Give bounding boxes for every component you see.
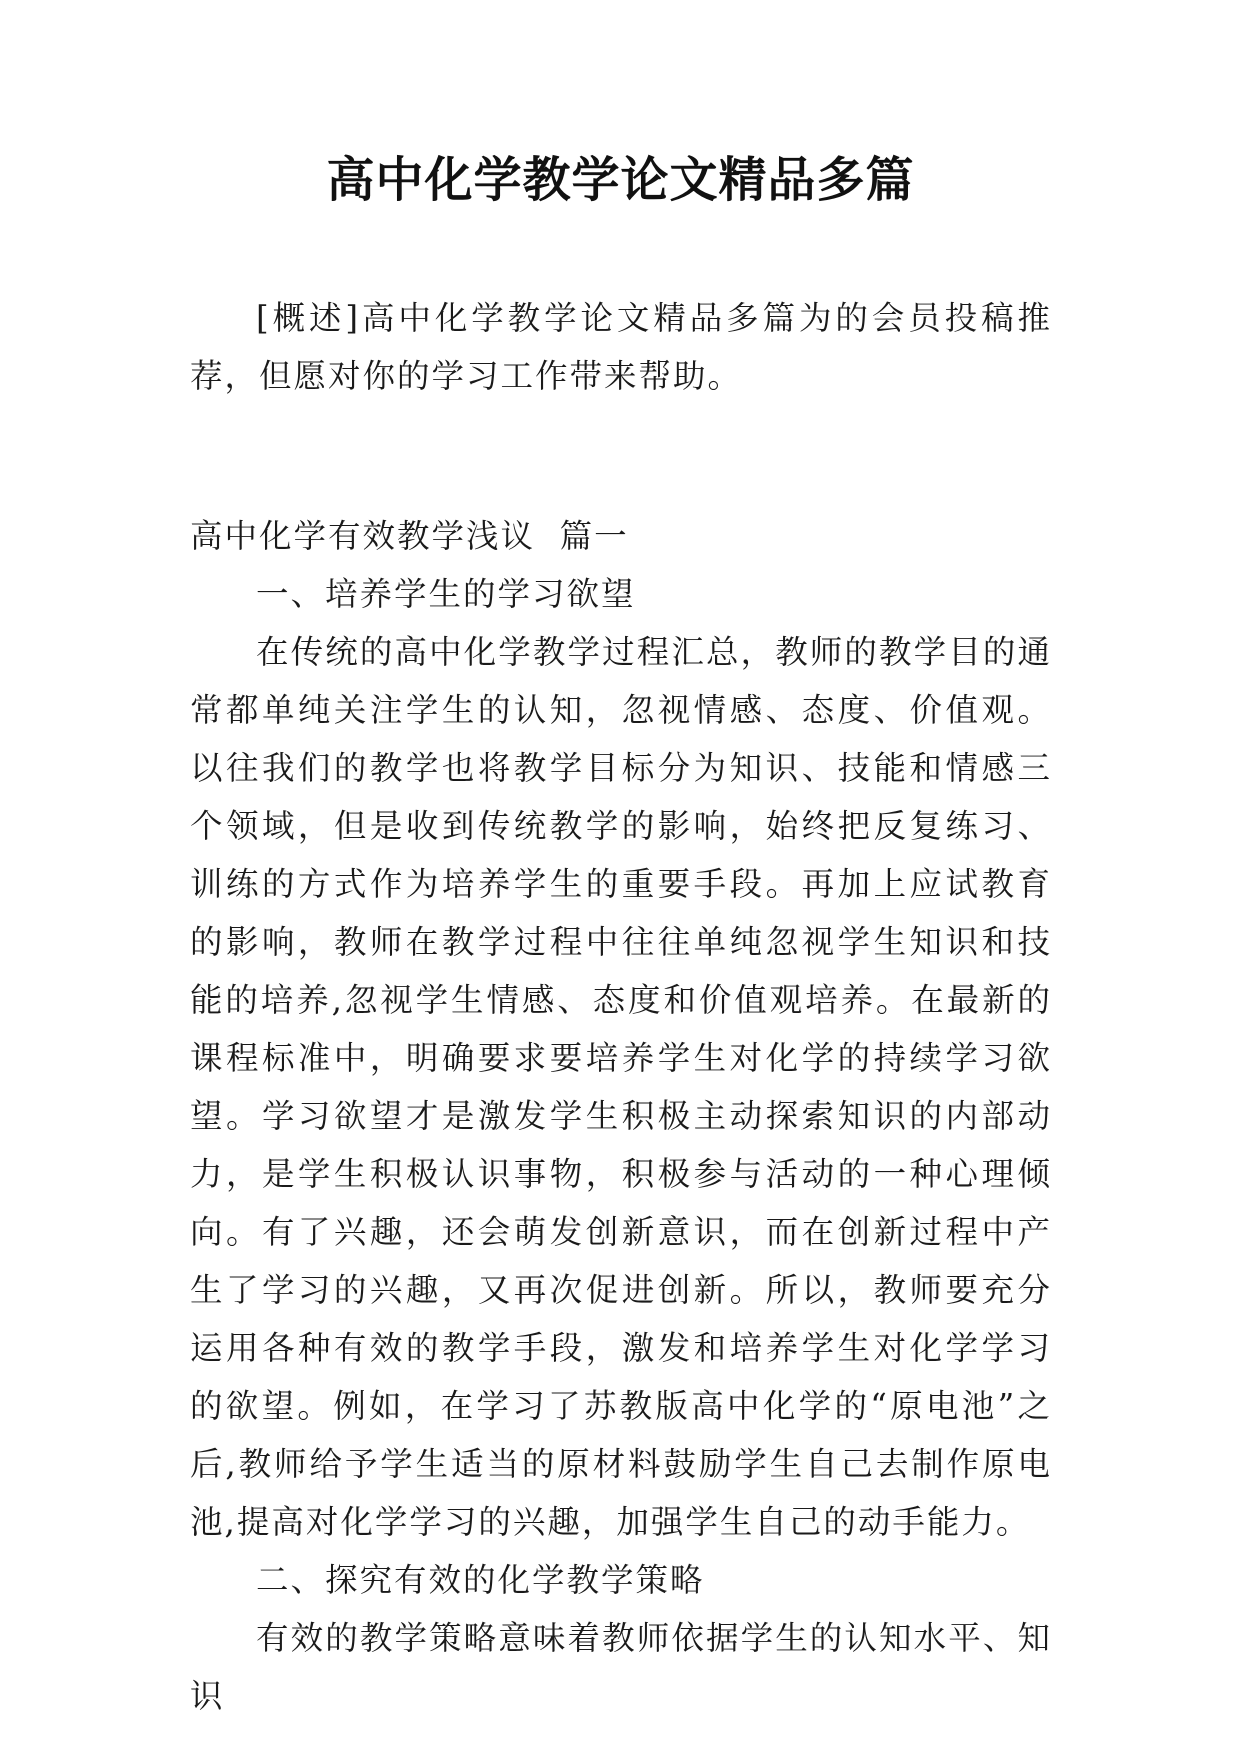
- section-title: 高中化学有效教学浅议 篇一: [190, 517, 629, 555]
- article-body: [190, 565, 1052, 1725]
- body-paragraph-2: 有效的教学策略意味着教师依据学生的认知水平、知识: [190, 1619, 1052, 1715]
- subheading-2: 二、探究有效的化学教学策略: [256, 1561, 705, 1599]
- summary-paragraph: [概述]高中化学教学论文精品多篇为的会员投稿推荐，但愿对你的学习工作带来帮助。: [190, 299, 1052, 395]
- subheading-1: 一、培养学生的学习欲望: [256, 575, 636, 613]
- body-paragraph-1: 在传统的高中化学教学过程汇总，教师的教学目的通常都单纯关注学生的认知，忽视情感、态度、价值观。以往我们的教学也将教学目标分为知识、技能和情感三个领域，但是收到传统教学的影响，始终把反复练习、训练的方式作为培养学生的重要手段。再加上应试教育的影响，教师在教学过程中往往单纯忽视学生知识和技能的培养,忽视学生情感、态度和价值观培养。在最新的课程标准中，明确要求要培养学生对化学的持续学习欲望。学习欲望才是激发学生积极主动探索知识的内部动力，是学生积极认识事物，积极参与活动的一种心理倾向。有了兴趣，还会萌发创新意识，而在创新过程中产生了学习的兴趣，又再次促进创新。所以，教师要充分运用各种有效的教学手段，激发和培养学生对化学学习的欲望。例如，在学习了苏教版高中化学的“原电池”之后,教师给予学生适当的原材料鼓励学生自己去制作原电池,提高对化学学习的兴趣，加强学生自己的动手能力。: [190, 633, 1052, 1541]
- document-title: 高中化学教学论文精品多篇: [326, 152, 915, 208]
